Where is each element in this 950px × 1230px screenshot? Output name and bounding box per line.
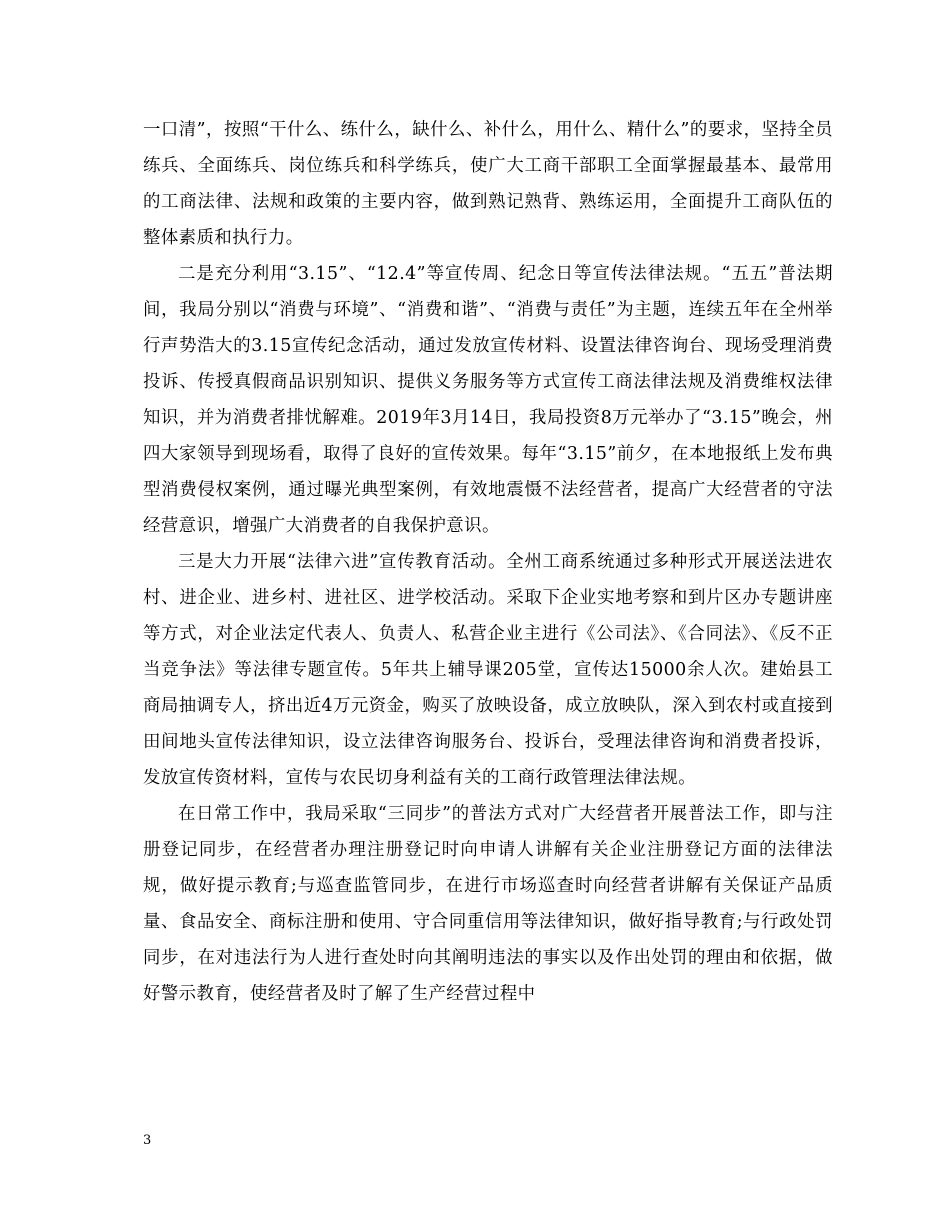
paragraph-publicity-days: 二是充分利用“3.15”、“12.4”等宣传周、纪念日等宣传法律法规。“五五”普法期间，我局分别以“消费与环境”、“消费和谐”、“消费与责任”为主题，连续五年在全州举行声势浩大的3.15宣传纪念活动，通过发放宣传材料、设置法律咨询台、现场受理消费投诉、传授真假商品识别知识、提供义务服务等方式宣传工商法律法规及消费维权法律知识，并为消费者排忧解难。2019年3月14日，我局投资8万元举办了“3.15”晚会，州四大家领导到现场看，取得了良好的宣传效果。每年“3.15”前夕，在本地报纸上发布典型消费侵权案例，通过曝光典型案例，有效地震慑不法经营者，提高广大经营者的守法经营意识，增强广大消费者的自我保护意识。 xyxy=(143,264,833,536)
page-number: 3 xyxy=(143,1133,152,1148)
paragraph-continued: 一口清”，按照“干什么、练什么，缺什么、补什么，用什么、精什么”的要求，坚持全员练兵、全面练兵、岗位练兵和科学练兵，使广大工商干部职工全面掌握最基本、最常用的工商法律、法规和政策的主要内容，做到熟记熟背、熟练运用，全面提升工商队伍的整体素质和执行力。 xyxy=(143,120,833,248)
paragraph-law-six-entries: 三是大力开展“法律六进”宣传教育活动。全州工商系统通过多种形式开展送法进农村、进企业、进乡村、进社区、进学校活动。采取下企业实地考察和到片区办专题讲座等方式，对企业法定代表人、负责人、私营企业主进行《公司法》、《合同法》、《反不正当竞争法》等法律专题宣传。5年共上辅导课205堂，宣传达15000余人次。建始县工商局抽调专人，挤出近4万元资金，购买了放映设备，成立放映队，深入到农村或直接到田间地头宣传法律知识，设立法律咨询服务台、投诉台，受理法律咨询和消费者投诉，发放宣传资材料，宣传与农民切身利益有关的工商行政管理法律法规。 xyxy=(143,552,833,788)
body-text xyxy=(143,112,833,1012)
paragraph-three-synchronizations: 在日常工作中，我局采取“三同步”的普法方式对广大经营者开展普法工作，即与注册登记同步，在经营者办理注册登记时向申请人讲解有关企业注册登记方面的法律法规，做好提示教育;与巡查监管同步，在进行市场巡查时向经营者讲解有关保证产品质量、食品安全、商标注册和使用、守合同重信用等法律知识，做好指导教育;与行政处罚同步，在对违法行为人进行查处时向其阐明违法的事实以及作出处罚的理由和依据，做好警示教育，使经营者及时了解了生产经营过程中 xyxy=(143,804,833,1004)
